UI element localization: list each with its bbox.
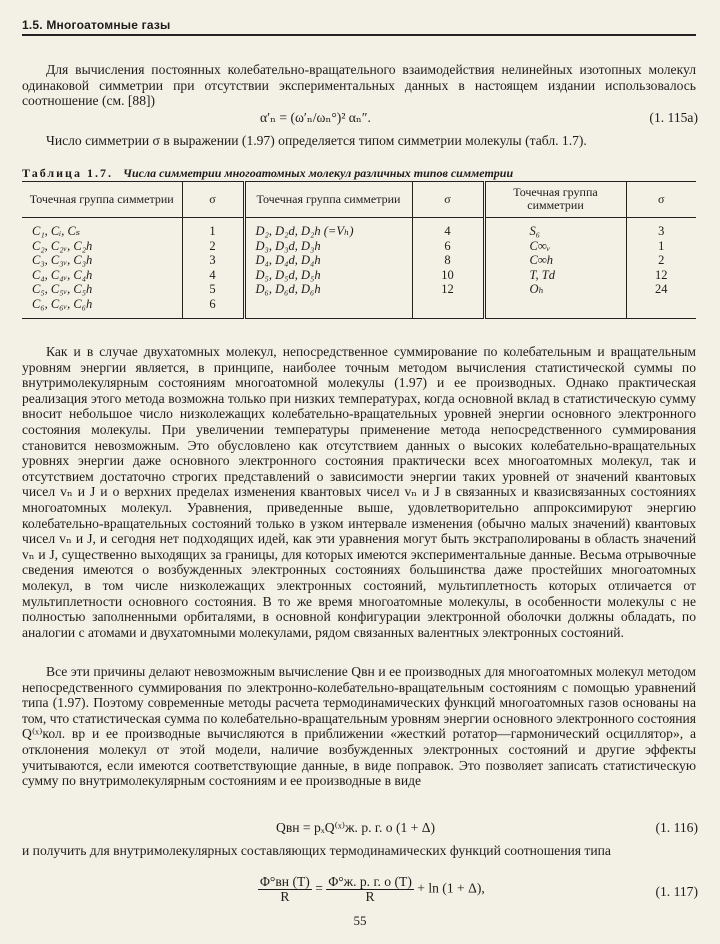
paragraph-5: и получить для внутримолекулярных составляющих термодинамических функций соотношения типа (22, 843, 611, 858)
sigma-cell: 10 (412, 268, 484, 283)
sigma-cell: 8 (412, 253, 484, 268)
table-label: Таблица 1.7. (22, 166, 113, 180)
table-row (22, 268, 696, 283)
sigma-cell: 6 (182, 297, 244, 318)
equation-1117 (258, 875, 485, 904)
table-caption (22, 166, 513, 181)
group-cell: D₃, D₃d, D₃h (244, 239, 412, 254)
group-cell: C₅, C₅ᵥ, C₅h (32, 282, 93, 297)
sigma-cell: 6 (412, 239, 484, 254)
running-header: 1.5. Многоатомные газы (22, 18, 171, 32)
equation-1116: Qвн = pₓQ⁽ˣ⁾ж. р. г. о (1 + Δ) (276, 820, 436, 835)
group-cell: C₂, C₂ᵥ, C₂h (32, 238, 93, 253)
sigma-cell: 12 (412, 282, 484, 297)
sigma-cell: 24 (626, 282, 696, 297)
page-number: 55 (353, 913, 367, 928)
sigma-cell (626, 297, 696, 318)
paragraph-3: Как и в случае двухатомных молекул, непосредственное суммирование по колебательным и вращательным уровням энергии является, в принципе, наиболее точным методом вычисления статистической суммы по внутримолекулярным состояниям многоатомной молекулы (1.97) и ее производных. Однако практическая реализация этого метода возможна только при низких температурах, когда основной вклад в статистическую сумму вносит небольшое число низколежащих колебательно-вращательных уровней энергии основного электронного состояния молекулы. При увеличении температуры применение метода непосредственного суммирования становится невозможным. Это обусловлено как отсутствием данных о высоких колебательно-вращательных уровнях энергии даже основного электронного состояния практически всех многоатомных молекул, так и отсутствием достаточно строгих представлений о зависимости энергии таких уровней от значений квантовых чисел vₙ и J и о верхних пределах изменения квантовых чисел vₙ и J в связанных и квазисвязанных состояниях многоатомных молекул. Уравнения, приведенные выше, удовлетворительно аппроксимируют энергию колебательно-вращательных состояний только в узком интервале изменения (обычно малых значений) квантовых чисел vₙ и J, и сегодня нет подходящих идей, как эти уравнения могут быть экстраполированы в область значений vₙ и J, существенно выходящих за границы, для которых имеются экспериментальные данные. Весьма отрывочные сведения имеются о возбужденных электронных состояниях большинства даже простейших многоатомных молекул, в том числе низколежащих электронных состояний, мультиплетность которых отличается от мультиплетности основного состояния. В то же время многоатомные молекулы, в особенности молекулы с не полностью заполненными орбиталями, в основной конфигурации электронной оболочки должны обладать, по аналогии с атомами и двухатомными молекулами, рядом связанных валентных электронных состояний. (22, 344, 696, 640)
sigma-cell: 2 (182, 239, 244, 254)
sigma-cell: 3 (626, 218, 696, 239)
header-group-1: Точечная группа симметрии (22, 182, 182, 218)
sigma-cell: 4 (412, 218, 484, 239)
paragraph-1: Для вычисления постоянных колебательно-вращательного взаимодействия нелинейных изотопных молекул одинаковой симметрии при отсутствии экспериментальных данных в настоящем издании использовалось соотношение (см. [88]) (22, 62, 696, 109)
group-cell: D₅, D₅d, D₅h (244, 268, 412, 283)
sigma-cell: 5 (182, 282, 244, 297)
group-cell (244, 297, 412, 318)
equation-number-1115a: (1. 115а) (649, 110, 698, 125)
equals-sign: = (315, 880, 323, 896)
group-cell: D₂, D₂d, D₂h (=Vₕ) (244, 218, 412, 239)
sigma-cell: 2 (626, 253, 696, 268)
sigma-cell: 4 (182, 268, 244, 283)
header-group-2: Точечная группа симметрии (244, 182, 412, 218)
table-row (22, 239, 696, 254)
group-cell: C₁, Cᵢ, Cₛ (32, 224, 81, 238)
fraction-rhs: $\frac{\Phi^\circ ж. р. г. о (T)}{R}$ (328, 874, 412, 904)
equation-number-1117: (1. 117) (655, 884, 698, 899)
group-cell: S₆ (484, 218, 626, 239)
group-cell (484, 297, 626, 318)
header-group-3: Точечная группа симметрии (484, 182, 626, 218)
equation-tail: + ln (1 + Δ), (417, 880, 485, 896)
sigma-cell (412, 297, 484, 318)
group-cell: C∞ᵥ (484, 239, 626, 254)
sigma-cell: 3 (182, 253, 244, 268)
table-title: Числа симметрии многоатомных молекул различных типов симметрии (122, 166, 514, 180)
header-rule (22, 34, 696, 36)
table-row (22, 253, 696, 268)
group-cell: C₄, C₄ᵥ, C₄h (32, 267, 93, 282)
group-cell: C₃, C₃ᵥ, C₃h (32, 253, 93, 268)
group-cell: D₄, D₄d, D₄h (244, 253, 412, 268)
table-row (22, 297, 696, 318)
table-row (22, 282, 696, 297)
equation-1115a: α′ₙ = (ω′ₙ/ωₙ°)² αₙ″. (260, 110, 371, 125)
paragraph-4: Все эти причины делают невозможным вычисление Qвн и ее производных для многоатомных молекул методом непосредственного суммирования по электронно-колебательно-вращательным состояниям с помощью уравнений типа (1.97). Поэтому современные методы расчета термодинамических функций многоатомных газов основаны на том, что статистическая сумма по колебательно-вращательным уровням энергии основного электронного состояния Q⁽ˣ⁾кол. вр и ее производные вычисляются в приближении «жесткий ротатор—гармонический осциллятор», а отклонения молекул от этой модели, наличие возбужденных электронных состояний и другие эффекты учитываются, если имеются соответствующие данные, в виде поправок. Это позволяет записать статистическую сумму по внутримолекулярным состояниям и ее производные в виде (22, 664, 696, 789)
sigma-cell: 1 (182, 218, 244, 239)
header-sigma-1: σ (182, 182, 244, 218)
group-cell: C₆, C₆ᵥ, C₆h (22, 297, 182, 318)
group-cell: Oₕ (484, 282, 626, 297)
table-row (22, 218, 696, 239)
group-cell: C∞h (484, 253, 626, 268)
equation-number-1116: (1. 116) (655, 820, 698, 835)
header-sigma-3: σ (626, 182, 696, 218)
fraction-lhs: $\frac{\Phi^\circ вн (T)}{R}$ (260, 874, 310, 904)
header-sigma-2: σ (412, 182, 484, 218)
table-header-row (22, 182, 696, 218)
sigma-cell: 1 (626, 239, 696, 254)
sigma-cell: 12 (626, 268, 696, 283)
group-cell: D₆, D₆d, D₆h (244, 282, 412, 297)
paragraph-2: Число симметрии σ в выражении (1.97) определяется типом симметрии молекулы (табл. 1.7). (46, 133, 587, 148)
symmetry-table (22, 181, 696, 319)
group-cell: T, Td (484, 268, 626, 283)
